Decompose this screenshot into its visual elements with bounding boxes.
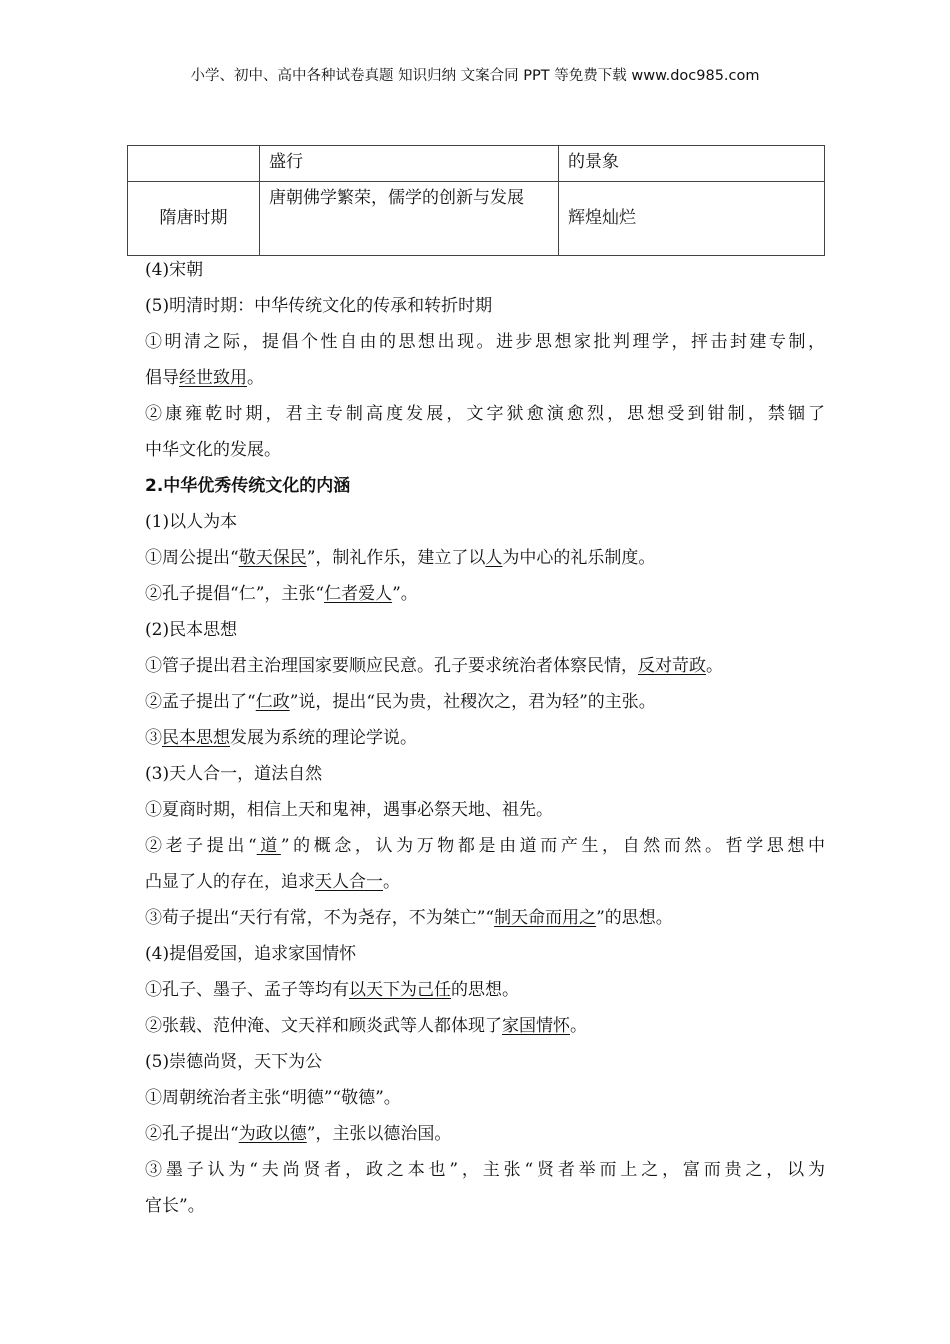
table-cell: 辉煌灿烂	[559, 182, 825, 256]
subheading: (2)民本思想	[145, 620, 238, 640]
underlined-term: 民本思想	[162, 728, 230, 748]
paragraph-line: ②孟子提出了“仁政”说，提出“民为贵，社稷次之，君为轻”的主张。	[145, 692, 656, 712]
table-cell: 的景象	[559, 146, 825, 182]
subheading: (3)天人合一，道法自然	[145, 764, 323, 784]
table-cell: 唐朝佛学繁荣，儒学的创新与发展	[260, 182, 559, 256]
underlined-term: 为政以德	[238, 1124, 307, 1144]
paragraph-line: ①明清之际，提倡个性自由的思想出现。进步思想家批判理学，抨击封建专制，	[145, 332, 825, 352]
underlined-term: 经世致用	[179, 368, 247, 388]
paragraph-line: ①孔子、墨子、孟子等均有以天下为己任的思想。	[145, 980, 519, 1000]
paragraph-line: ①夏商时期，相信上天和鬼神，遇事必祭天地、祖先。	[145, 800, 553, 820]
paragraph-line: ②孔子提倡“仁”，主张“仁者爱人”。	[145, 584, 418, 604]
paragraph-line: ①周公提出“敬天保民”，制礼作乐，建立了以人为中心的礼乐制度。	[145, 548, 656, 568]
paragraph-line: ③墨子认为“夫尚贤者，政之本也”，主张“贤者举而上之，富而贵之，以为	[145, 1160, 825, 1180]
underlined-term: 敬天保民	[238, 548, 307, 568]
table-cell: 隋唐时期	[128, 182, 260, 256]
underlined-term: 天人合一	[315, 872, 383, 892]
paragraph-line: ②康雍乾时期，君主专制高度发展，文字狱愈演愈烈，思想受到钳制，禁锢了	[145, 404, 825, 424]
underlined-term: 以天下为己任	[349, 980, 451, 1000]
subheading: (1)以人为本	[145, 512, 238, 532]
underlined-term: 人	[485, 548, 503, 568]
paragraph-line: 中华文化的发展。	[145, 440, 281, 460]
paragraph-line: ②老子提出“道”的概念，认为万物都是由道而产生，自然而然。哲学思想中	[145, 836, 825, 856]
paragraph-line: ①周朝统治者主张“明德”“敬德”。	[145, 1088, 401, 1108]
underlined-term: 仁者爱人	[324, 584, 393, 604]
history-table	[127, 145, 825, 256]
heading-ming-qing: (5)明清时期：中华传统文化的传承和转折时期	[145, 296, 493, 316]
underlined-term: 仁政	[255, 692, 290, 712]
paragraph-line: 凸显了人的存在，追求天人合一。	[145, 872, 400, 892]
paragraph-line: 倡导经世致用。	[145, 368, 264, 388]
underlined-term: 制天命而用之	[494, 908, 597, 928]
paragraph-line: ②孔子提出“为政以德”，主张以德治国。	[145, 1124, 452, 1144]
table-cell	[128, 146, 260, 182]
paragraph-line: ③荀子提出“天行有常，不为尧存，不为桀亡”“制天命而用之”的思想。	[145, 908, 673, 928]
paragraph-line: ①管子提出君主治理国家要顺应民意。孔子要求统治者体察民情，反对苛政。	[145, 656, 723, 676]
underlined-term: 家国情怀	[502, 1016, 570, 1036]
table-row	[128, 146, 825, 182]
underlined-term: 反对苛政	[638, 656, 706, 676]
table-row	[128, 182, 825, 256]
paragraph-line: ②张载、范仲淹、文天祥和顾炎武等人都体现了家国情怀。	[145, 1016, 587, 1036]
heading-song-dynasty: (4)宋朝	[145, 260, 204, 280]
section-heading: 2.中华优秀传统文化的内涵	[145, 476, 351, 496]
table-cell: 盛行	[260, 146, 559, 182]
subheading: (5)崇德尚贤，天下为公	[145, 1052, 323, 1072]
page-header: 小学、初中、高中各种试卷真题 知识归纳 文案合同 PPT 等免费下载 www.doc985.com	[190, 68, 760, 84]
main-content	[145, 252, 825, 1224]
subheading: (4)提倡爱国，追求家国情怀	[145, 944, 357, 964]
paragraph-line: 官长”。	[145, 1196, 205, 1216]
underlined-term: 道	[256, 836, 281, 856]
paragraph-line: ③民本思想发展为系统的理论学说。	[145, 728, 417, 748]
